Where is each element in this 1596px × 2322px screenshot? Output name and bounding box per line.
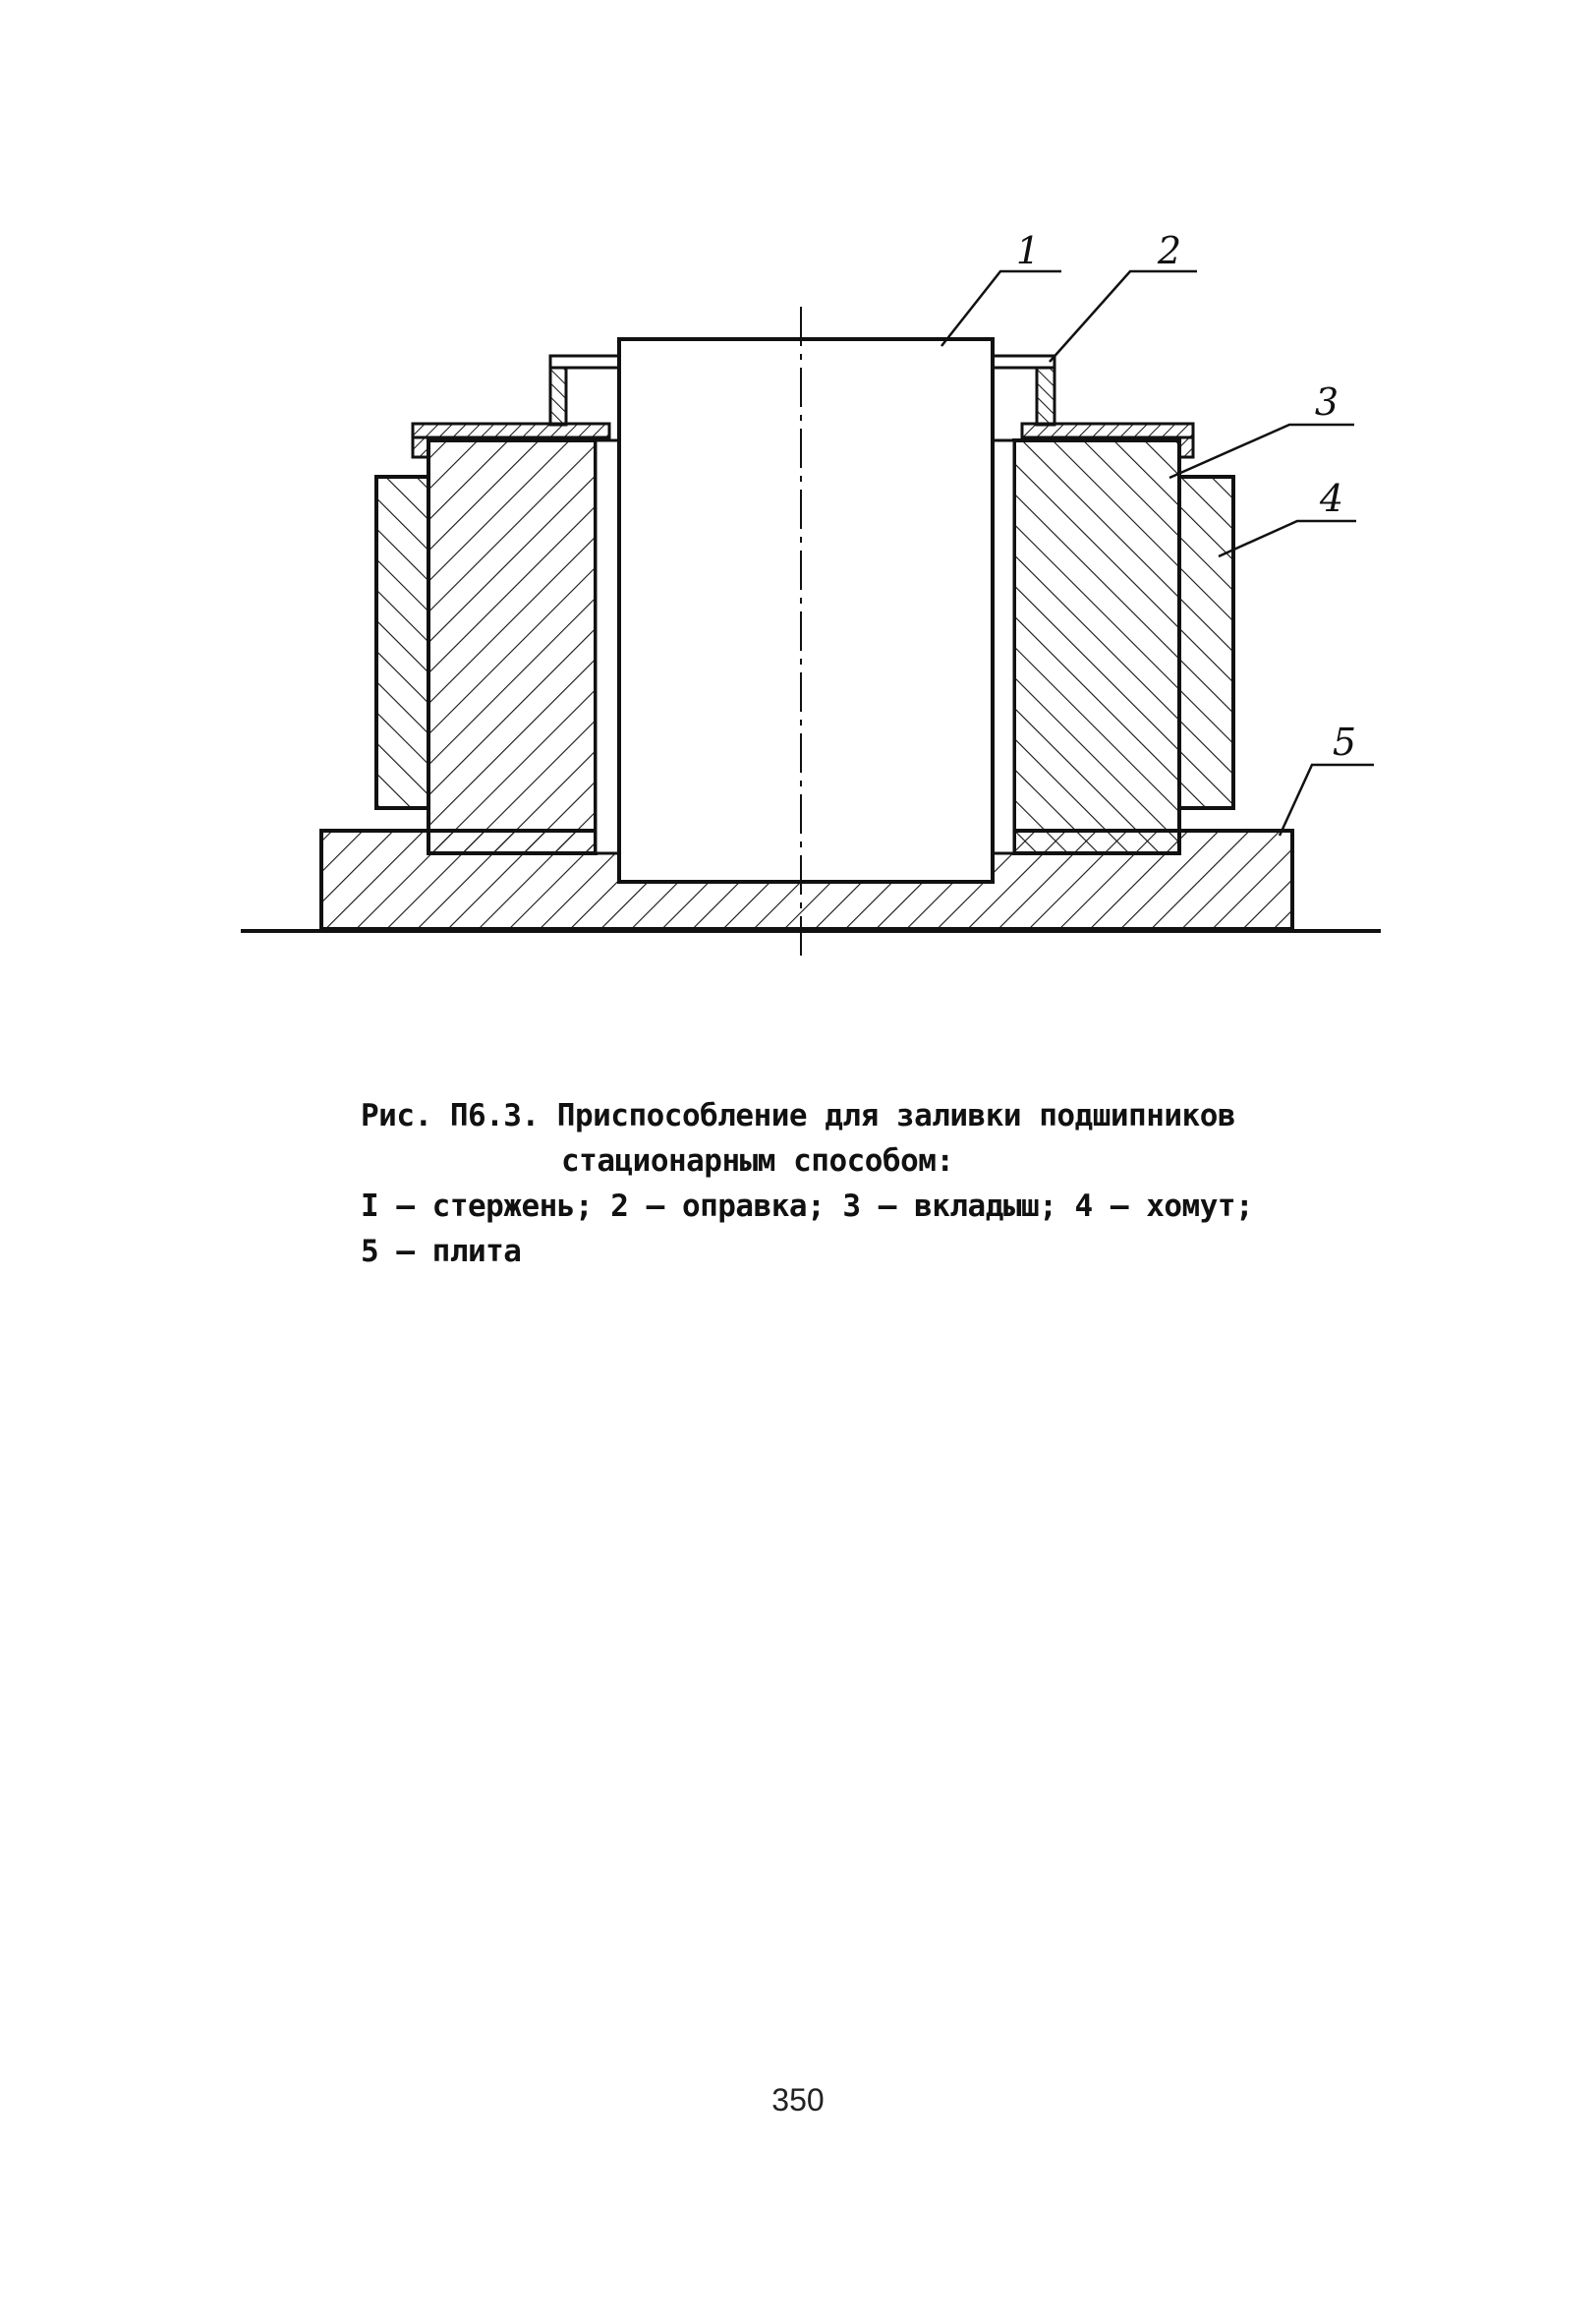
caption-legend-line: I – стержень; 2 – оправка; 3 – вкладыш; 4 – хомут; bbox=[361, 1189, 1254, 1224]
figure-caption bbox=[361, 1093, 1253, 1274]
bearing-pouring-fixture-drawing bbox=[0, 0, 1596, 983]
mandrel-collar-left bbox=[550, 356, 619, 368]
page-number: 350 bbox=[771, 2082, 825, 2118]
caption-legend-line: 5 – плита bbox=[361, 1234, 522, 1269]
leader-mandrel bbox=[1050, 229, 1197, 362]
mandrel-flange-left bbox=[413, 424, 609, 437]
clamp-left bbox=[376, 477, 428, 808]
liner-right bbox=[1014, 440, 1179, 853]
leader-plate bbox=[1280, 721, 1374, 836]
label-core: 1 bbox=[1015, 229, 1041, 272]
label-liner: 3 bbox=[1314, 380, 1340, 424]
mandrel-lip-right bbox=[1179, 437, 1193, 457]
label-mandrel: 2 bbox=[1157, 229, 1182, 272]
leader-core bbox=[941, 229, 1061, 346]
leader-liner bbox=[1169, 380, 1354, 478]
caption-title: Рис. П6.3. Приспособление для заливки подшипников bbox=[361, 1098, 1236, 1133]
pour-gap-right bbox=[993, 440, 1014, 853]
mandrel-lip-left bbox=[413, 437, 428, 457]
caption-title-continued: стационарным способом: bbox=[561, 1143, 954, 1179]
clamp-right bbox=[1179, 477, 1233, 808]
leader-clamp bbox=[1219, 477, 1356, 556]
liner-left bbox=[428, 440, 596, 853]
core-rod bbox=[619, 339, 993, 882]
label-plate: 5 bbox=[1332, 721, 1357, 764]
mandrel-collar-right bbox=[993, 356, 1054, 368]
label-clamp: 4 bbox=[1319, 477, 1344, 520]
